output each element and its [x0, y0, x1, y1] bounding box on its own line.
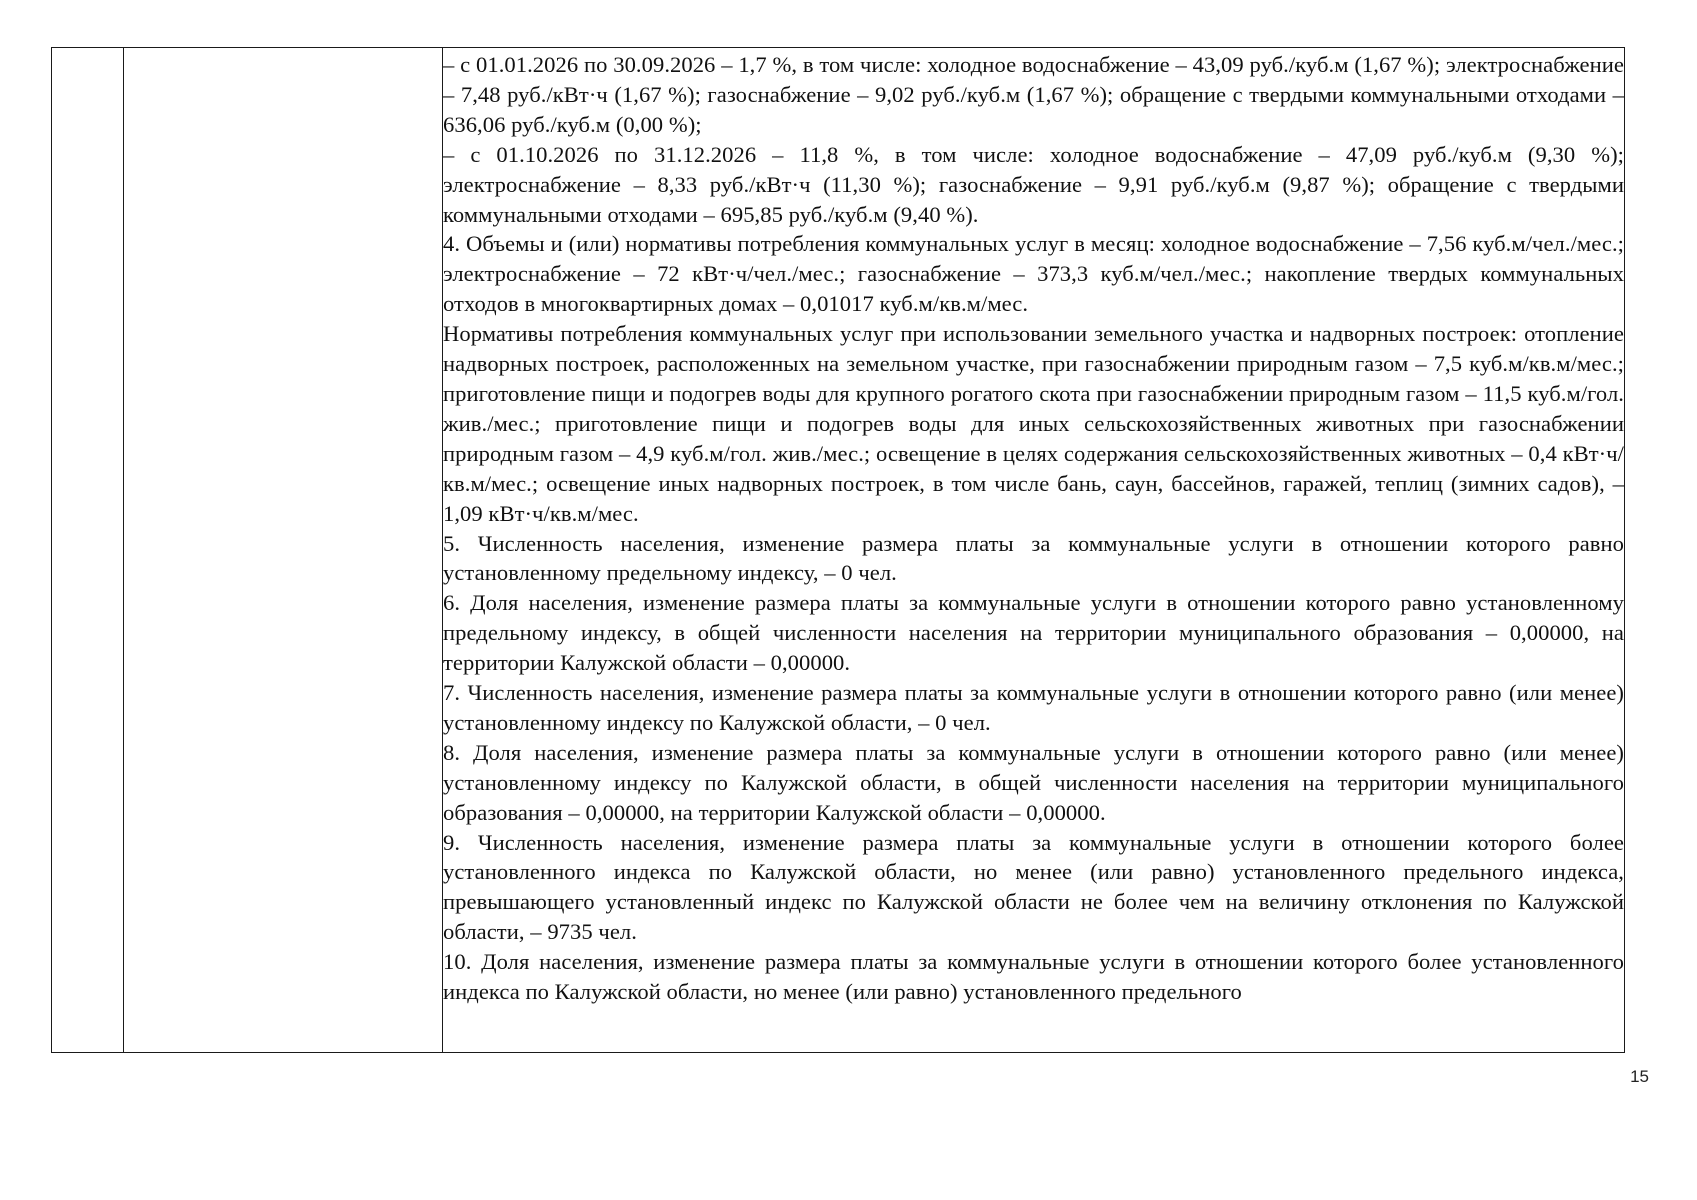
- text-cell: [443, 48, 1625, 1053]
- item-8-paragraph: 8. Доля населения, изменение размера платы за коммунальные услуги в отношении которого равно (или менее) установленному индексу по Калужской области, в общей численности населения на территории муниципального образования – 0,00000, на территории Калужской области – 0,00000.: [443, 739, 1624, 825]
- land-plot-norms-paragraph: Нормативы потребления коммунальных услуг при использовании земельного участка и надворных построек: отопление надворных построек, расположенных на земельном участке, при газоснабжении природным газом – 7,5 куб.м/кв.м/мес.; приготовление пищи и подогрев воды для крупного рогатого скота при газоснабжении природным газом – 11,5 куб.м/гол. жив./мес.; приготовление пищи и подогрев воды для иных сельскохозяйственных животных при газоснабжении природным газом – 4,9 куб.м/гол. жив./мес.; освещение в целях содержания сельскохозяйственных животных – 0,4 кВт·ч/кв.м/мес.; освещение иных надворных построек, в том числе бань, саун, бассейнов, гаражей, теплиц (зимних садов), – 1,09 кВт·ч/кв.м/мес.: [443, 321, 1624, 526]
- number-cell: [52, 48, 124, 1053]
- item-10-paragraph: 10. Доля населения, изменение размера платы за коммунальные услуги в отношении которого более установленного индекса по Калужской области, но менее (или равно) установленного предельного: [443, 949, 1624, 1005]
- tariff-period-1-paragraph: – с 01.01.2026 по 30.09.2026 – 1,7 %, в том числе: холодное водоснабжение – 43,09 руб./куб.м (1,67 %); электроснабжение – 7,48 руб./кВт·ч (1,67 %); газоснабжение – 9,02 руб./куб.м (1,67 %); обращение с твердыми коммунальными отходами – 636,06 руб./куб.м (0,00 %);: [443, 52, 1624, 137]
- page-number: 15: [1630, 1067, 1649, 1086]
- item-7-paragraph: 7. Численность населения, изменение размера платы за коммунальные услуги в отношении которого равно (или менее) установленному индексу по Калужской области, – 0 чел.: [443, 680, 1624, 735]
- item-5-paragraph: 5. Численность населения, изменение размера платы за коммунальные услуги в отношении которого равно установленному предельному индексу, – 0 чел.: [443, 530, 1624, 586]
- tariff-period-2-paragraph: – с 01.10.2026 по 31.12.2026 – 11,8 %, в том числе: холодное водоснабжение – 47,09 руб./куб.м (9,30 %); электроснабжение – 8,33 руб./кВт·ч (11,30 %); газоснабжение – 9,91 руб./куб.м (9,87 %); обращение с твердыми коммунальными отходами – 695,85 руб./куб.м (9,40 %).: [443, 141, 1624, 227]
- table-row: [52, 48, 1625, 1053]
- name-cell: [124, 48, 443, 1053]
- item-9-paragraph: 9. Численность населения, изменение размера платы за коммунальные услуги в отношении которого более установленного индекса по Калужской области, но менее (или равно) установленного предельного индекса, превышающего установленный индекс по Калужской области не более чем на величину отклонения по Калужской области, – 9735 чел.: [443, 829, 1624, 945]
- item-4-paragraph: 4. Объемы и (или) нормативы потребления коммунальных услуг в месяц: холодное водоснабжение – 7,56 куб.м/чел./мес.; электроснабжение – 72 кВт·ч/чел./мес.; газоснабжение – 373,3 куб.м/чел./мес.; накопление твердых коммунальных отходов в многоквартирных домах – 0,01017 куб.м/кв.м/мес.: [443, 231, 1624, 317]
- item-6-paragraph: 6. Доля населения, изменение размера платы за коммунальные услуги в отношении которого равно установленному предельному индексу, в общей численности населения на территории муниципального образования – 0,00000, на территории Калужской области – 0,00000.: [443, 590, 1624, 676]
- content-table: [51, 47, 1625, 1053]
